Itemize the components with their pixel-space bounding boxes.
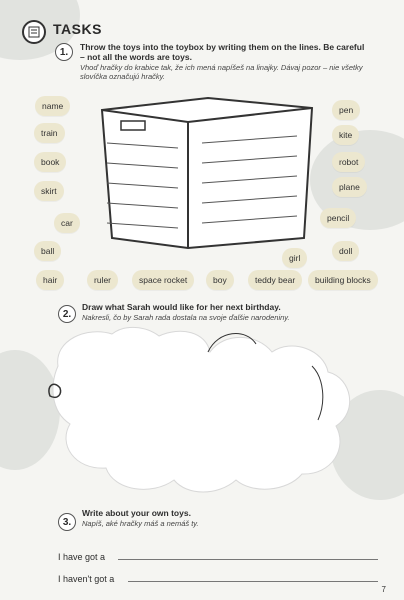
task-3-number: 3. xyxy=(58,513,76,531)
word-chip: pencil xyxy=(320,208,356,228)
word-chip: car xyxy=(54,213,80,233)
page-title: TASKS xyxy=(53,21,102,37)
word-chip: pen xyxy=(332,100,360,120)
havent-got-label: I haven't got a xyxy=(58,574,115,584)
word-chip: kite xyxy=(332,125,359,145)
word-chip: doll xyxy=(332,241,359,261)
word-chip: ruler xyxy=(87,270,118,290)
word-chip: ball xyxy=(34,241,61,261)
word-chip: train xyxy=(34,123,65,143)
task-1-instruction: Throw the toys into the toybox by writing them on the lines. Be careful – not all the words are toys. xyxy=(80,42,365,62)
havent-got-answer-line[interactable] xyxy=(128,581,378,582)
task-2-number: 2. xyxy=(58,305,76,323)
task-3-translation: Napíš, aké hračky máš a nemáš ty. xyxy=(82,519,199,528)
have-got-label: I have got a xyxy=(58,552,106,562)
toybox-illustration xyxy=(92,88,327,258)
task-2-instruction: Draw what Sarah would like for her next birthday. xyxy=(82,302,281,312)
book-icon xyxy=(22,20,46,44)
word-chip: space rocket xyxy=(132,270,194,290)
word-chip: girl xyxy=(282,248,307,268)
word-chip: teddy bear xyxy=(248,270,302,290)
word-chip: hair xyxy=(36,270,64,290)
have-got-answer-line[interactable] xyxy=(118,559,378,560)
task-2-translation: Nakresli, čo by Sarah rada dostala na svoje ďalšie narodeniny. xyxy=(82,313,290,322)
word-chip: skirt xyxy=(34,181,64,201)
word-chip: book xyxy=(34,152,66,172)
word-chip: plane xyxy=(332,177,367,197)
word-chip: name xyxy=(35,96,70,116)
word-chip: building blocks xyxy=(308,270,378,290)
drawing-area[interactable] xyxy=(42,308,378,496)
task-1-number: 1. xyxy=(55,43,73,61)
task-1-translation: Vhoď hračky do krabice tak, že ich mená napíšeš na linajky. Dávaj pozor – nie všetky slovíčka označujú hračky. xyxy=(80,63,363,81)
task-3-instruction: Write about your own toys. xyxy=(82,508,191,518)
word-chip: boy xyxy=(206,270,234,290)
page-number: 7 xyxy=(381,585,386,594)
word-chip: robot xyxy=(332,152,365,172)
